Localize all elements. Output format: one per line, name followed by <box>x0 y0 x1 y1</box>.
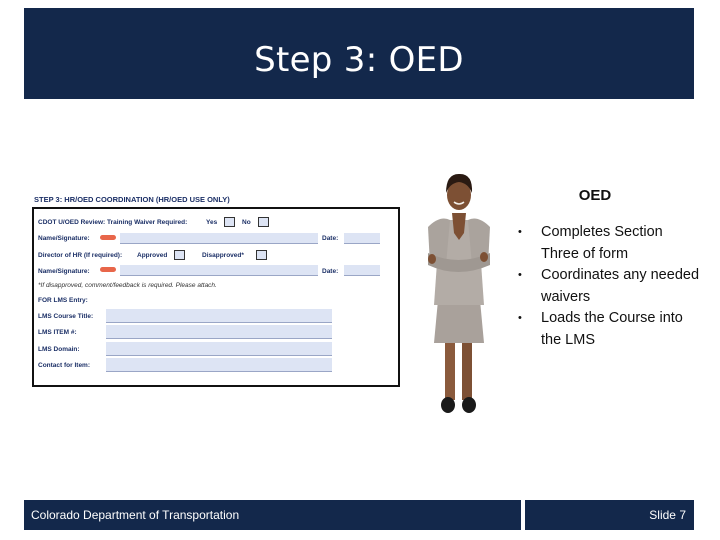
form-row-waiver: CDOT U/OED Review: Training Waiver Required: <box>38 219 188 226</box>
bullet-icon: • <box>518 312 522 324</box>
bullet-icon: • <box>518 269 522 281</box>
lms-item-field <box>106 325 332 339</box>
bullet-item <box>514 222 704 265</box>
date-field <box>344 233 380 244</box>
checkbox-approved <box>174 250 185 260</box>
bullet-list <box>514 222 704 351</box>
form-disapproval-note: *If disapproved, comment/feedback is required. Please attach. <box>38 282 217 289</box>
name-signature-field-2 <box>120 265 318 276</box>
contact-field <box>106 358 332 372</box>
sign-here-flag-icon <box>100 267 116 272</box>
form-row-name-signature: Name/Signature: <box>38 235 90 242</box>
checkbox-yes <box>224 217 235 227</box>
form-label-date-2: Date: <box>322 268 339 275</box>
footer-right-bar <box>525 500 694 530</box>
form-label-approved: Approved <box>137 252 168 259</box>
title-bar <box>24 8 694 99</box>
bullet-icon: • <box>518 226 522 238</box>
lms-course-title-field <box>106 309 332 323</box>
checkbox-disapproved <box>256 250 267 260</box>
form-label-yes: Yes <box>206 219 218 226</box>
slide-title: Step 3: OED <box>254 40 464 80</box>
form-heading: STEP 3: HR/OED COORDINATION (HR/OED USE ONLY) <box>34 195 230 204</box>
hr-oed-form-image <box>32 207 400 387</box>
bullet-text: Completes Section Three of form <box>541 224 663 262</box>
sign-here-flag-icon <box>100 235 116 240</box>
form-row-lms-item: LMS ITEM #: <box>38 329 77 336</box>
bullet-item <box>514 265 704 308</box>
form-row-name-signature-2: Name/Signature: <box>38 268 90 275</box>
form-row-contact: Contact for Item: <box>38 362 90 369</box>
form-label-date: Date: <box>322 235 339 242</box>
bullet-text: Coordinates any needed waivers <box>541 267 700 305</box>
form-label-disapproved: Disapproved* <box>202 252 244 259</box>
form-row-director-hr: Director of HR (If required): <box>38 252 123 259</box>
bullet-text: Loads the Course into the LMS <box>541 310 683 348</box>
name-signature-field <box>120 233 318 244</box>
form-row-lms-entry: FOR LMS Entry: <box>38 297 88 304</box>
oed-heading: OED <box>578 187 612 204</box>
lms-domain-field <box>106 342 332 356</box>
businesswoman-figure <box>420 165 498 420</box>
date-field-2 <box>344 265 380 276</box>
form-row-lms-domain: LMS Domain: <box>38 346 80 353</box>
bullet-item <box>514 308 704 351</box>
checkbox-no <box>258 217 269 227</box>
footer-left-bar <box>24 500 521 530</box>
footer-organization: Colorado Department of Transportation <box>31 508 240 522</box>
form-row-lms-course-title: LMS Course Title: <box>38 313 94 320</box>
slide-number: Slide 7 <box>649 508 686 522</box>
form-label-no: No <box>242 219 251 226</box>
